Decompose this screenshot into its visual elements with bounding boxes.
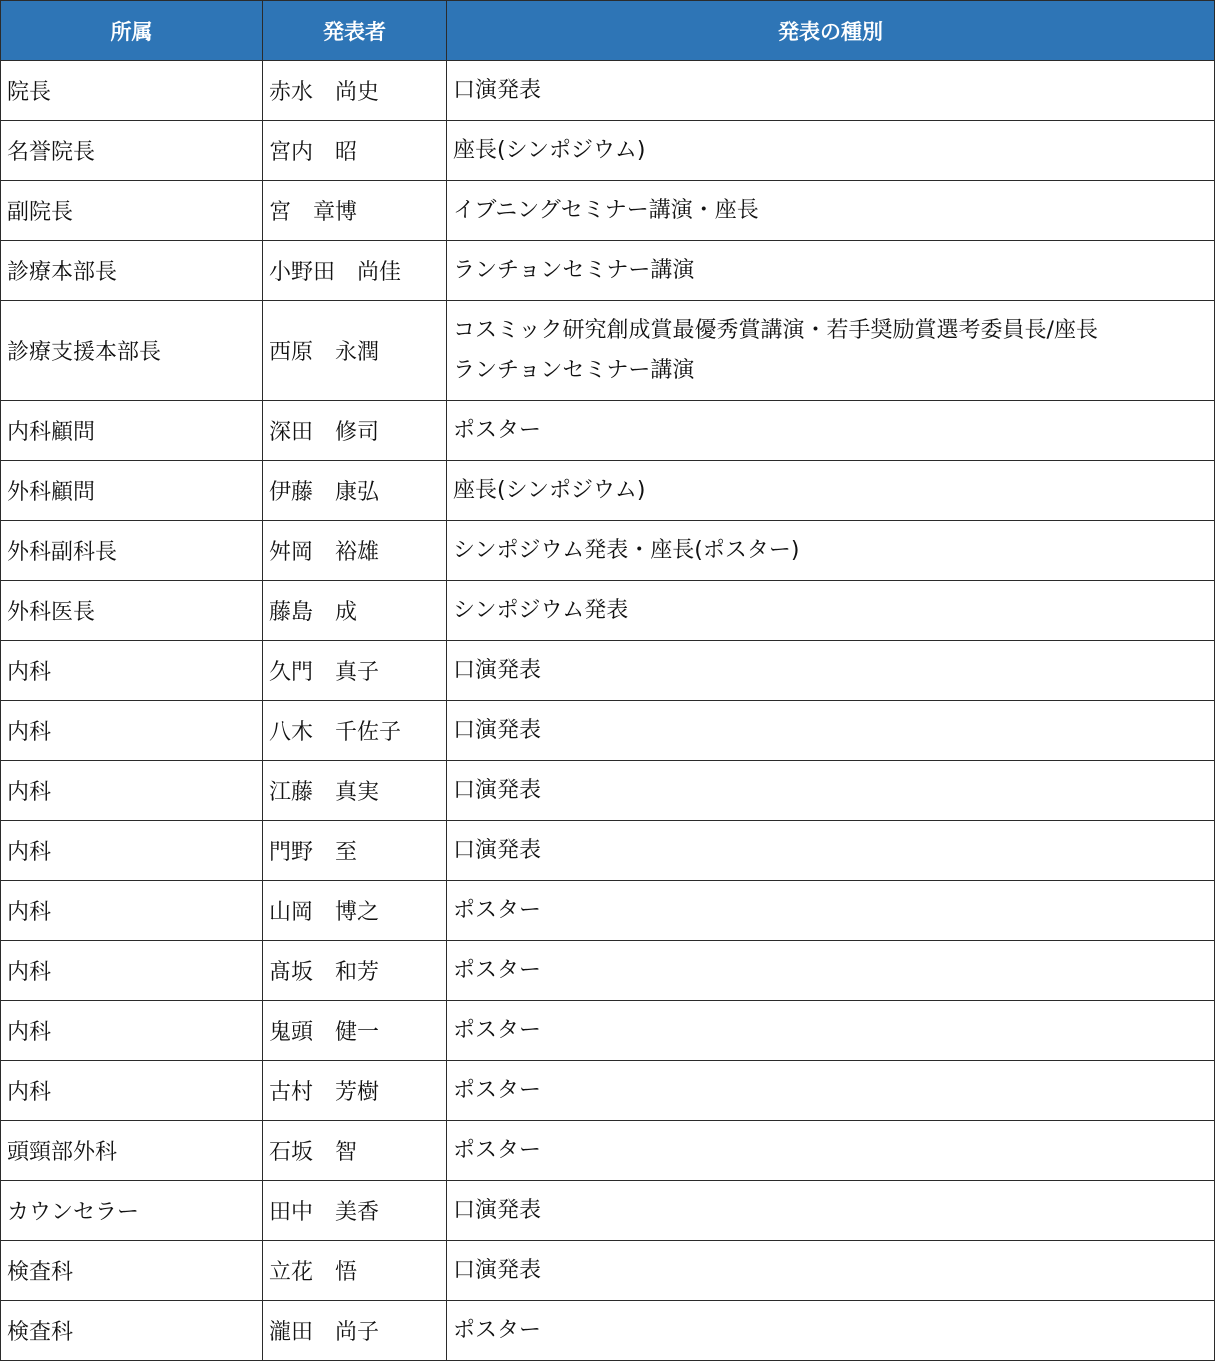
presentation-type-cell [447,1181,1215,1241]
table-row [1,761,1215,821]
presentation-type-line: 座長(シンポジウム) [453,477,646,503]
affiliation-cell: 外科副科長 [1,521,263,581]
table-row [1,1121,1215,1181]
presentation-type-cell [447,1301,1215,1361]
presentation-type-line: 口演発表 [453,717,542,743]
header-presentation-type: 発表の種別 [447,1,1215,61]
presentation-type-line: 口演発表 [453,77,542,103]
affiliation-cell: 内科 [1,701,263,761]
presentation-type-line: 口演発表 [453,1197,542,1223]
presentation-type-line: 口演発表 [453,777,542,803]
table-header [1,1,1215,61]
presenter-cell: 立花 悟 [263,1241,447,1301]
presenter-cell: 宮 章博 [263,181,447,241]
table-body [1,61,1215,1361]
presentation-type-cell [447,1001,1215,1061]
presentation-type-line: シンポジウム発表・座長(ポスター) [453,537,800,563]
presenter-cell: 久門 真子 [263,641,447,701]
affiliation-cell: 内科 [1,941,263,1001]
presentation-type-line: イブニングセミナー講演・座長 [453,197,759,223]
presenter-cell: 髙坂 和芳 [263,941,447,1001]
presentation-type-cell [447,641,1215,701]
affiliation-cell: 外科顧問 [1,461,263,521]
table-row [1,641,1215,701]
presentation-type-cell [447,941,1215,1001]
table-row [1,881,1215,941]
affiliation-cell: 内科 [1,1001,263,1061]
presentation-type-cell [447,1241,1215,1301]
presentation-type-line: ポスター [453,1077,542,1103]
table-row [1,61,1215,121]
presentation-type-cell [447,761,1215,821]
presentation-type-cell [447,241,1215,301]
table-row [1,701,1215,761]
affiliation-cell: 検査科 [1,1301,263,1361]
presentation-type-cell [447,521,1215,581]
affiliation-cell: 頭頸部外科 [1,1121,263,1181]
presenter-cell: 伊藤 康弘 [263,461,447,521]
presenter-cell: 藤島 成 [263,581,447,641]
table-row [1,581,1215,641]
presenter-cell: 宮内 昭 [263,121,447,181]
affiliation-cell: 内科 [1,761,263,821]
affiliation-cell: 外科医長 [1,581,263,641]
presentation-type-cell [447,1121,1215,1181]
affiliation-cell: 内科 [1,821,263,881]
affiliation-cell: 院長 [1,61,263,121]
presentation-type-cell [447,821,1215,881]
table-row [1,521,1215,581]
table-row [1,181,1215,241]
presenter-cell: 西原 永潤 [263,301,447,401]
presentation-type-cell [447,301,1215,401]
presentation-type-cell [447,61,1215,121]
presentation-type-line: ランチョンセミナー講演 [453,257,695,283]
presentation-type-cell [447,461,1215,521]
presenter-cell: 深田 修司 [263,401,447,461]
affiliation-cell: 診療本部長 [1,241,263,301]
presentation-type-cell [447,581,1215,641]
affiliation-cell: 内科 [1,1061,263,1121]
presentation-type-cell [447,121,1215,181]
table-row [1,1181,1215,1241]
presenter-cell: 鬼頭 健一 [263,1001,447,1061]
presenter-cell: 山岡 博之 [263,881,447,941]
presentation-type-line: シンポジウム発表 [453,597,629,623]
presenter-cell: 舛岡 裕雄 [263,521,447,581]
table-row [1,241,1215,301]
presentation-type-line: 座長(シンポジウム) [453,137,646,163]
table-row [1,401,1215,461]
table-row [1,1061,1215,1121]
affiliation-cell: 検査科 [1,1241,263,1301]
affiliation-cell: 内科 [1,881,263,941]
table-row [1,941,1215,1001]
presentation-type-line: ポスター [453,957,542,983]
affiliation-cell: 内科 [1,641,263,701]
presentation-type-line: ポスター [453,1317,542,1343]
presentation-type-line: ポスター [453,417,542,443]
header-row [1,1,1215,61]
presentation-type-cell [447,701,1215,761]
table-row [1,1001,1215,1061]
presenter-cell: 古村 芳樹 [263,1061,447,1121]
table-row [1,1301,1215,1361]
header-presenter: 発表者 [263,1,447,61]
presentation-type-cell [447,881,1215,941]
affiliation-cell: カウンセラー [1,1181,263,1241]
affiliation-cell: 診療支援本部長 [1,301,263,401]
presentation-type-line: ポスター [453,897,542,923]
table-row [1,1241,1215,1301]
presentation-type-cell [447,401,1215,461]
table-row [1,121,1215,181]
table-row [1,301,1215,401]
presenter-cell: 田中 美香 [263,1181,447,1241]
presenter-cell: 小野田 尚佳 [263,241,447,301]
presentation-type-line: ランチョンセミナー講演 [453,357,695,383]
header-affiliation: 所属 [1,1,263,61]
presentation-type-line: コスミック研究創成賞最優秀賞講演・若手奨励賞選考委員長/座長 [453,317,1098,343]
presenter-cell: 江藤 真実 [263,761,447,821]
presentation-type-line: 口演発表 [453,1257,542,1283]
presentation-type-cell [447,1061,1215,1121]
table-row [1,821,1215,881]
presenter-cell: 八木 千佐子 [263,701,447,761]
presentation-type-cell [447,181,1215,241]
presenter-cell: 瀧田 尚子 [263,1301,447,1361]
presenter-cell: 赤水 尚史 [263,61,447,121]
presenter-cell: 石坂 智 [263,1121,447,1181]
presentation-type-line: ポスター [453,1017,542,1043]
affiliation-cell: 内科顧問 [1,401,263,461]
affiliation-cell: 名誉院長 [1,121,263,181]
affiliation-cell: 副院長 [1,181,263,241]
presentation-type-line: 口演発表 [453,657,542,683]
presentation-type-line: ポスター [453,1137,542,1163]
presenter-cell: 門野 至 [263,821,447,881]
table-row [1,461,1215,521]
presentation-type-line: 口演発表 [453,837,542,863]
